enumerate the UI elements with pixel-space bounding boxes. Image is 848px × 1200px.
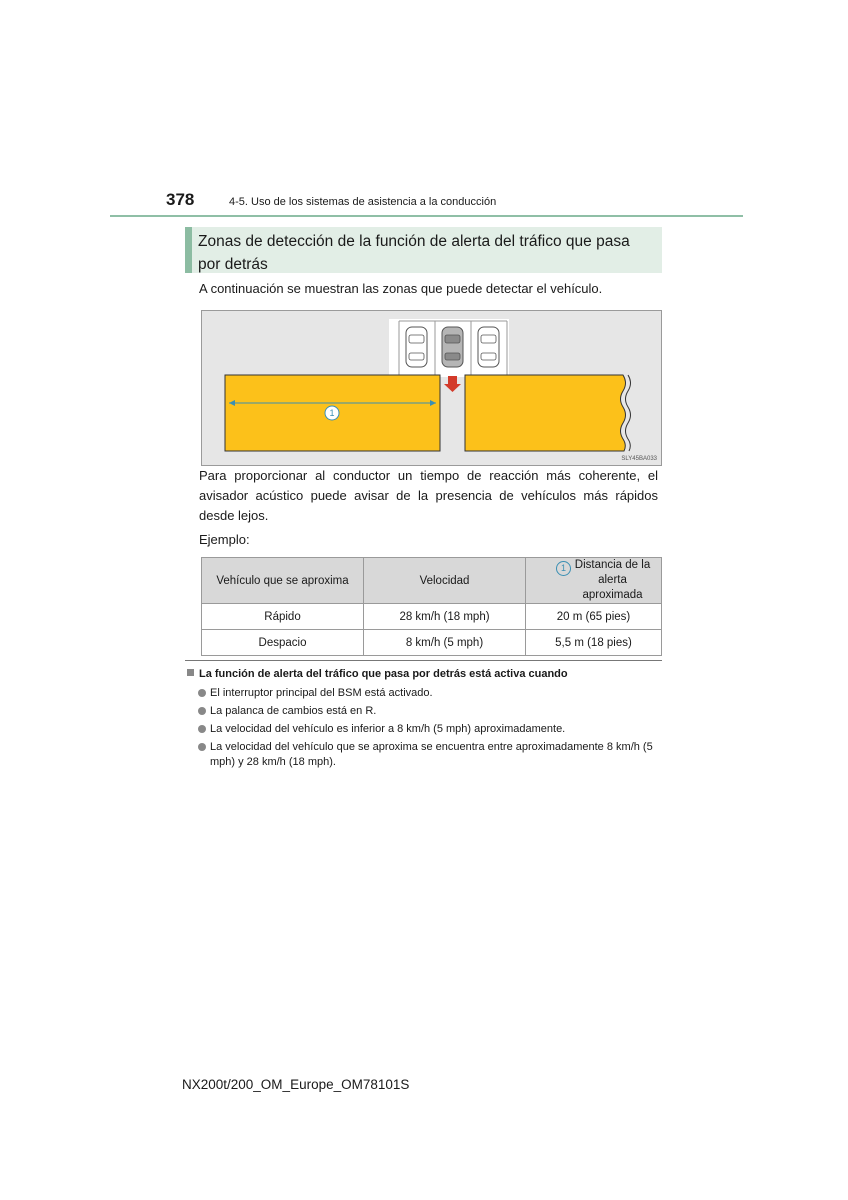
bullet-icon xyxy=(198,707,206,715)
figure-code: SLY45BA033 xyxy=(621,456,657,462)
description-paragraph: Para proporcionar al conductor un tiempo de reacción más coherente, el avisador acústico puede avisar de la presencia de vehículos más rápidos desde lejos. xyxy=(199,468,658,523)
callout-number: 1 xyxy=(556,561,571,576)
reverse-arrow-icon xyxy=(444,376,461,392)
detection-zones-figure xyxy=(201,310,662,466)
list-item xyxy=(198,686,664,701)
table-cell: 28 km/h (18 mph) xyxy=(364,604,526,630)
list-item xyxy=(198,704,664,719)
list-item xyxy=(198,740,664,770)
table-row xyxy=(202,604,662,630)
example-table xyxy=(201,557,662,656)
reversing-car xyxy=(442,327,463,367)
table-cell: Despacio xyxy=(202,630,364,656)
list-item-text: La velocidad del vehículo que se aproxima se encuentra entre aproximadamente 8 km/h (5 mph) y 28 km/h (18 mph). xyxy=(210,741,653,768)
cut-edge-line xyxy=(626,375,631,451)
list-item-text: El interruptor principal del BSM está activado. xyxy=(210,687,433,699)
table-row xyxy=(202,630,662,656)
table-header-distance-label: Distancia de la alerta aproximada xyxy=(574,559,651,601)
table-cell: 8 km/h (5 mph) xyxy=(364,630,526,656)
table-header-distance xyxy=(526,558,662,604)
footer-document-code: NX200t/200_OM_Europe_OM78101S xyxy=(182,1077,410,1092)
callout-number: 1 xyxy=(329,408,335,418)
notes-title-text: La función de alerta del tráfico que pasa por detrás está activa cuando xyxy=(199,668,568,680)
parked-car-right xyxy=(478,327,499,367)
intro-paragraph: A continuación se muestran las zonas que puede detectar el vehículo. xyxy=(199,281,603,296)
bullet-icon xyxy=(198,725,206,733)
chapter-title: 4-5. Uso de los sistemas de asistencia a la conducción xyxy=(229,196,497,208)
detection-zones-diagram xyxy=(202,311,661,465)
square-bullet-icon xyxy=(187,669,194,676)
table-cell: 20 m (65 pies) xyxy=(526,604,662,630)
right-detection-zone xyxy=(465,375,626,451)
table-cell: Rápido xyxy=(202,604,364,630)
table-header-row xyxy=(202,558,662,604)
notes-list xyxy=(198,686,664,773)
bullet-icon xyxy=(198,743,206,751)
notes-divider xyxy=(185,660,662,661)
parked-car-left xyxy=(406,327,427,367)
notes-title xyxy=(187,668,568,680)
list-item xyxy=(198,722,664,737)
page-number: 378 xyxy=(166,190,195,209)
list-item-text: La palanca de cambios está en R. xyxy=(210,705,377,717)
table-header-speed: Velocidad xyxy=(364,558,526,604)
section-heading: Zonas de detección de la función de alerta del tráfico que pasa por detrás xyxy=(185,227,662,273)
example-label: Ejemplo: xyxy=(199,532,250,547)
header-rule xyxy=(110,215,743,217)
bullet-icon xyxy=(198,689,206,697)
table-header-vehicle: Vehículo que se aproxima xyxy=(202,558,364,604)
list-item-text: La velocidad del vehículo es inferior a 8 km/h (5 mph) aproximadamente. xyxy=(210,723,566,735)
table-cell: 5,5 m (18 pies) xyxy=(526,630,662,656)
